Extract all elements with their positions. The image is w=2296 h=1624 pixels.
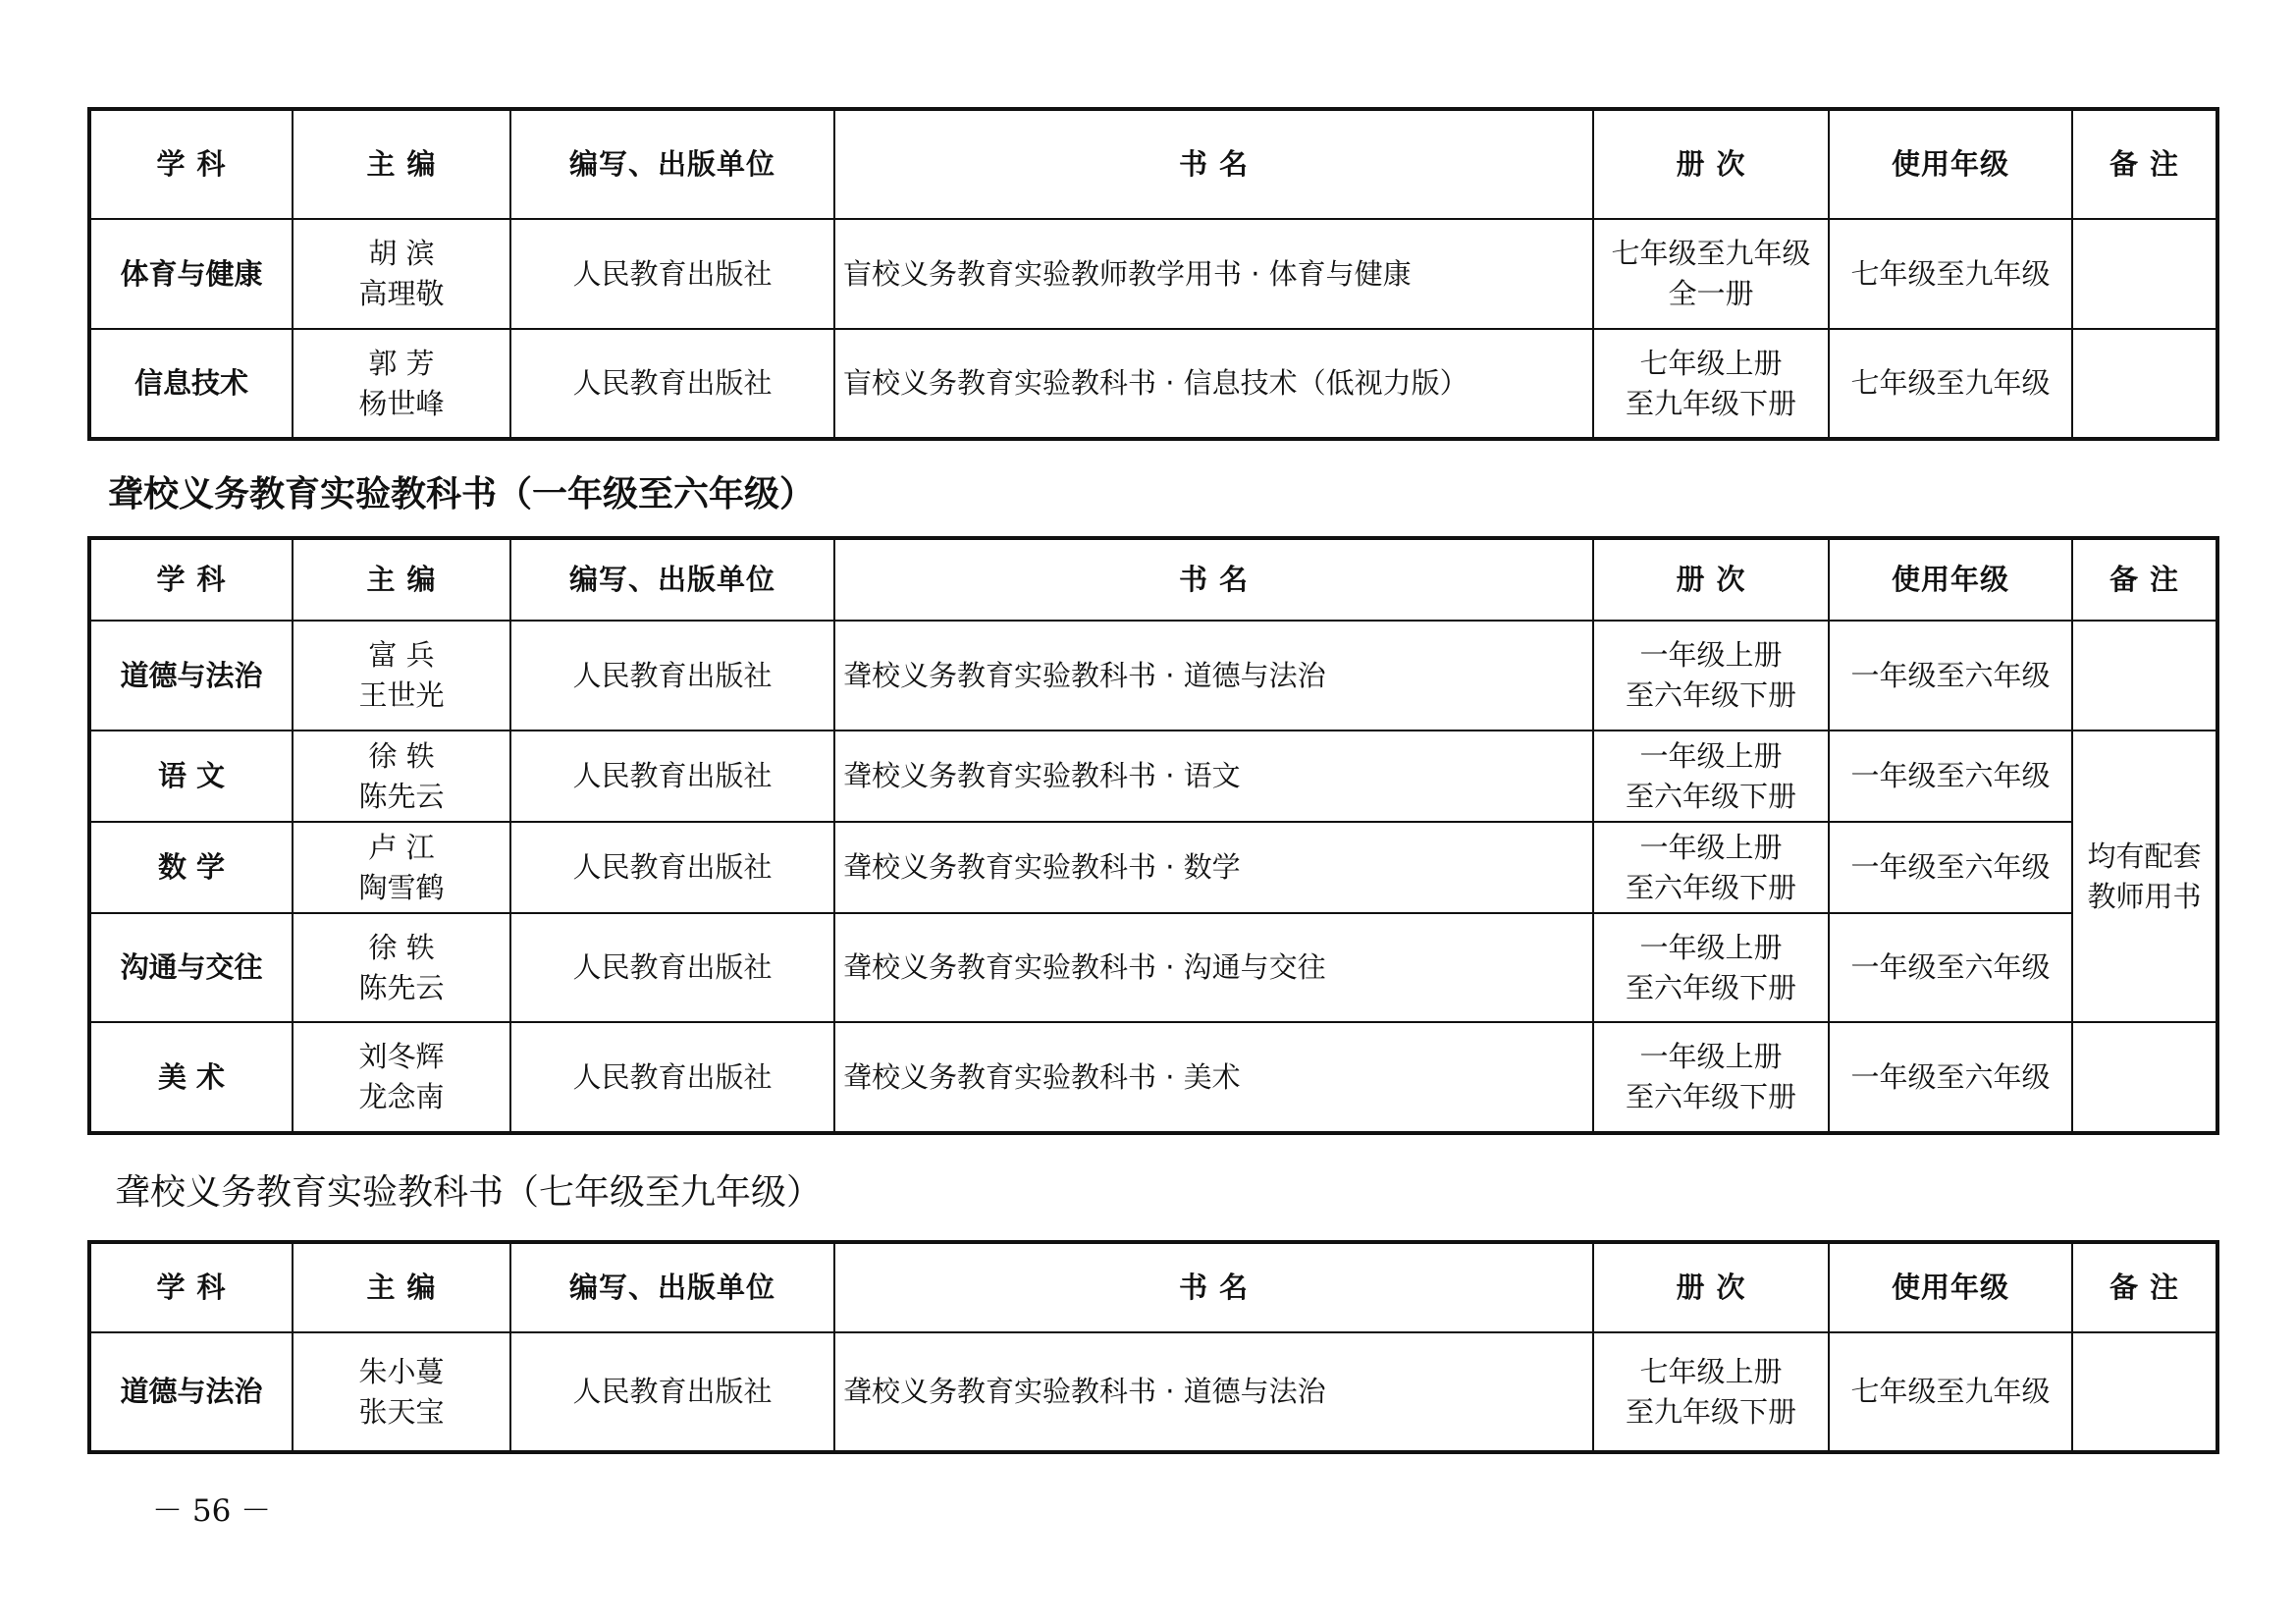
table-deaf-1-6 (87, 536, 2219, 1135)
grade-cell: 一年级至六年级 (1829, 822, 2072, 913)
table-row (89, 1332, 2217, 1452)
publisher-cell: 人民教育出版社 (510, 1332, 834, 1452)
publisher-cell: 人民教育出版社 (510, 1022, 834, 1133)
publisher-cell: 人民教育出版社 (510, 822, 834, 913)
note-cell (2072, 1022, 2217, 1133)
volume-cell: 一年级上册 至六年级下册 (1593, 731, 1829, 822)
grade-cell: 一年级至六年级 (1829, 913, 2072, 1022)
note-cell (2072, 329, 2217, 439)
publisher-cell: 人民教育出版社 (510, 219, 834, 329)
editor-cell: 刘冬辉 龙念南 (293, 1022, 510, 1133)
editor-cell: 徐 轶 陈先云 (293, 731, 510, 822)
table-header-row (89, 1242, 2217, 1332)
volume-cell: 七年级至九年级 全一册 (1593, 219, 1829, 329)
subject-cell: 道德与法治 (89, 1332, 293, 1452)
table-row (89, 913, 2217, 1022)
table-row (89, 621, 2217, 731)
subject-cell: 语 文 (89, 731, 293, 822)
editor-cell: 郭 芳 杨世峰 (293, 329, 510, 439)
header-book: 书 名 (834, 1242, 1593, 1332)
table-row (89, 1022, 2217, 1133)
grade-cell: 一年级至六年级 (1829, 731, 2072, 822)
header-grade: 使用年级 (1829, 109, 2072, 219)
table-row (89, 219, 2217, 329)
book-title-cell: 盲校义务教育实验教师教学用书 · 体育与健康 (834, 219, 1593, 329)
subject-cell: 美 术 (89, 1022, 293, 1133)
editor-cell: 富 兵 王世光 (293, 621, 510, 731)
table-row (89, 822, 2217, 913)
editor-cell: 卢 江 陶雪鹤 (293, 822, 510, 913)
grade-cell: 七年级至九年级 (1829, 219, 2072, 329)
header-note: 备 注 (2072, 109, 2217, 219)
header-publisher: 编写、出版单位 (510, 1242, 834, 1332)
header-grade: 使用年级 (1829, 538, 2072, 621)
header-volume: 册 次 (1593, 1242, 1829, 1332)
grade-cell: 七年级至九年级 (1829, 329, 2072, 439)
section-title-deaf-7-9: 聋校义务教育实验教科书（七年级至九年级） (115, 1172, 823, 1213)
table-header-row (89, 109, 2217, 219)
publisher-cell: 人民教育出版社 (510, 621, 834, 731)
header-subject: 学 科 (89, 1242, 293, 1332)
publisher-cell: 人民教育出版社 (510, 731, 834, 822)
editor-cell: 胡 滨 高理敬 (293, 219, 510, 329)
publisher-cell: 人民教育出版社 (510, 913, 834, 1022)
table-blind-7-9 (87, 107, 2219, 441)
publisher-cell: 人民教育出版社 (510, 329, 834, 439)
header-subject: 学 科 (89, 538, 293, 621)
table-row (89, 329, 2217, 439)
header-note: 备 注 (2072, 538, 2217, 621)
header-volume: 册 次 (1593, 109, 1829, 219)
header-volume: 册 次 (1593, 538, 1829, 621)
editor-cell: 朱小蔓 张天宝 (293, 1332, 510, 1452)
editor-cell: 徐 轶 陈先云 (293, 913, 510, 1022)
table-header-row (89, 538, 2217, 621)
book-title-cell: 聋校义务教育实验教科书 · 道德与法治 (834, 621, 1593, 731)
table-deaf-7-9 (87, 1240, 2219, 1454)
header-editor: 主 编 (293, 538, 510, 621)
book-title-cell: 聋校义务教育实验教科书 · 数学 (834, 822, 1593, 913)
subject-cell: 体育与健康 (89, 219, 293, 329)
book-title-cell: 盲校义务教育实验教科书 · 信息技术（低视力版） (834, 329, 1593, 439)
book-title-cell: 聋校义务教育实验教科书 · 美术 (834, 1022, 1593, 1133)
volume-cell: 七年级上册 至九年级下册 (1593, 1332, 1829, 1452)
section-title-deaf-1-6: 聋校义务教育实验教科书（一年级至六年级） (108, 474, 816, 514)
header-book: 书 名 (834, 538, 1593, 621)
note-cell (2072, 219, 2217, 329)
grade-cell: 七年级至九年级 (1829, 1332, 2072, 1452)
book-title-cell: 聋校义务教育实验教科书 · 沟通与交往 (834, 913, 1593, 1022)
volume-cell: 一年级上册 至六年级下册 (1593, 822, 1829, 913)
note-cell (2072, 621, 2217, 731)
volume-cell: 七年级上册 至九年级下册 (1593, 329, 1829, 439)
subject-cell: 数 学 (89, 822, 293, 913)
header-subject: 学 科 (89, 109, 293, 219)
grade-cell: 一年级至六年级 (1829, 1022, 2072, 1133)
subject-cell: 信息技术 (89, 329, 293, 439)
grade-cell: 一年级至六年级 (1829, 621, 2072, 731)
volume-cell: 一年级上册 至六年级下册 (1593, 621, 1829, 731)
header-grade: 使用年级 (1829, 1242, 2072, 1332)
subject-cell: 道德与法治 (89, 621, 293, 731)
page-number: － 56 － (152, 1493, 272, 1529)
header-editor: 主 编 (293, 109, 510, 219)
subject-cell: 沟通与交往 (89, 913, 293, 1022)
header-publisher: 编写、出版单位 (510, 538, 834, 621)
header-publisher: 编写、出版单位 (510, 109, 834, 219)
merged-note-cell: 均有配套 教师用书 (2072, 731, 2217, 1022)
book-title-cell: 聋校义务教育实验教科书 · 语文 (834, 731, 1593, 822)
table-row (89, 731, 2217, 822)
volume-cell: 一年级上册 至六年级下册 (1593, 913, 1829, 1022)
volume-cell: 一年级上册 至六年级下册 (1593, 1022, 1829, 1133)
header-book: 书 名 (834, 109, 1593, 219)
header-editor: 主 编 (293, 1242, 510, 1332)
header-note: 备 注 (2072, 1242, 2217, 1332)
book-title-cell: 聋校义务教育实验教科书 · 道德与法治 (834, 1332, 1593, 1452)
note-cell (2072, 1332, 2217, 1452)
